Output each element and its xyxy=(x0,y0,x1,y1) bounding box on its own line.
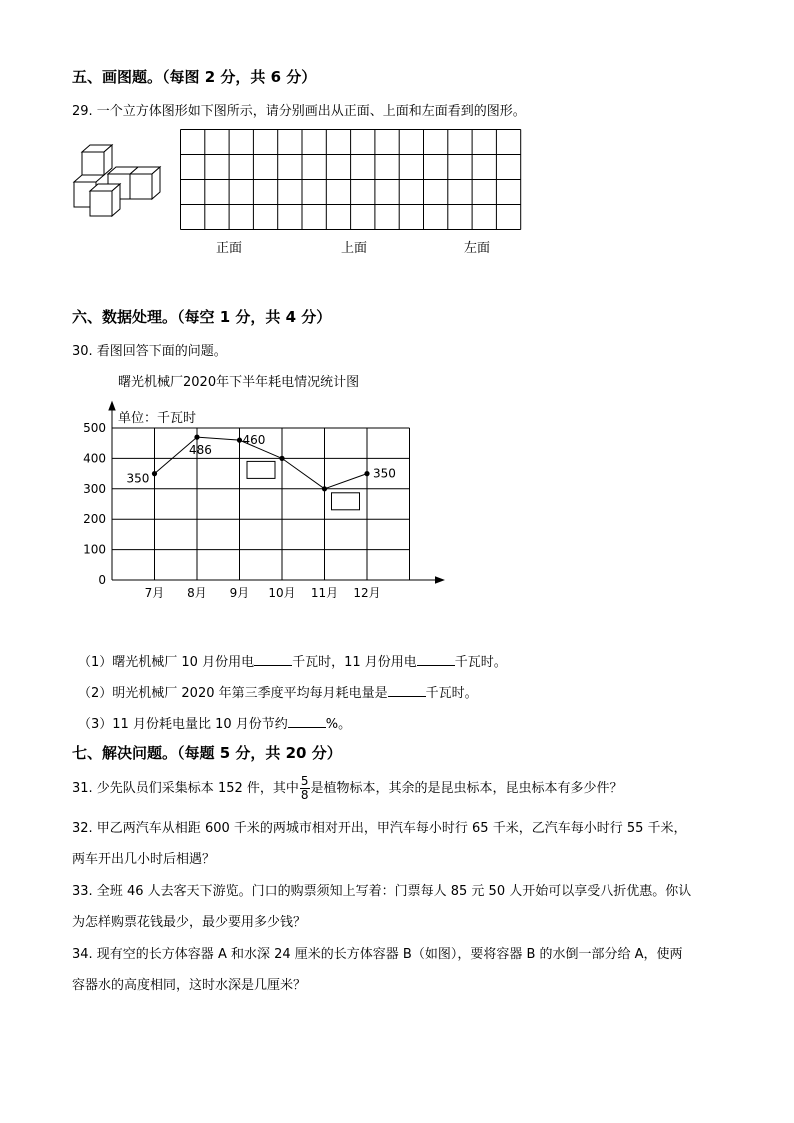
view-label-top: 上面 xyxy=(341,241,368,256)
chart-data-point xyxy=(152,471,157,476)
chart-unit-label: 单位：千瓦时 xyxy=(118,411,197,426)
question-34-line1: 34. 现有空的长方体容器 A 和水深 24 厘米的长方体容器 B（如图），要将容器 B 的水倒一部分给 A，使两 xyxy=(72,947,683,962)
question-31 xyxy=(72,772,623,806)
q30-sub1-text-a: （1）曙光机械厂 10 月份用电 xyxy=(78,655,255,670)
chart-x-tick-label: 7月 xyxy=(144,586,165,600)
chart-title: 曙光机械厂2020年下半年耗电情况统计图 xyxy=(118,375,360,390)
q30-sub1-text-b: 千瓦时，11 月份用电 xyxy=(292,655,417,670)
chart-data-point xyxy=(364,471,369,476)
power-consumption-chart xyxy=(70,368,460,604)
q31-text-a: 31. 少先队员们采集标本 152 件，其中 xyxy=(72,781,299,796)
chart-blank-box-oct xyxy=(247,461,275,478)
q30-sub2 xyxy=(78,682,478,701)
chart-x-tick-label: 10月 xyxy=(268,586,296,600)
q30-sub1 xyxy=(78,651,507,670)
section7-title: 七、解决问题。（每题 5 分，共 20 分） xyxy=(72,744,342,762)
question-32-line2: 两车开出几小时后相遇？ xyxy=(72,852,216,867)
answer-blank-q3-average[interactable] xyxy=(388,684,426,697)
question-33-line1: 33. 全班 46 人去客天下游览。门口的购票须知上写着：门票每人 85 元 50 人开始可以享受八折优惠。你认 xyxy=(72,884,692,899)
chart-data-label: 486 xyxy=(189,443,212,458)
section5-title: 五、画图题。（每图 2 分，共 6 分） xyxy=(72,68,317,86)
q30-sub3-text-b: %。 xyxy=(325,717,352,732)
chart-y-tick-label: 0 xyxy=(98,573,106,587)
chart-x-arrow xyxy=(436,577,444,583)
cube-figure xyxy=(70,140,170,222)
question-30: 30. 看图回答下面的问题。 xyxy=(72,344,227,359)
fraction-five-eighths xyxy=(300,775,310,802)
view-label-left: 左面 xyxy=(464,241,491,256)
question-34-line2: 容器水的高度相同，这时水深是几厘米？ xyxy=(72,978,307,993)
chart-data-point xyxy=(237,438,242,443)
q30-sub3-text-a: （3）11 月份耗电量比 10 月份节约 xyxy=(78,717,288,732)
chart-y-tick-label: 200 xyxy=(83,512,106,527)
chart-x-tick-label: 9月 xyxy=(229,586,250,600)
chart-data-label: 350 xyxy=(126,471,150,486)
chart-y-tick-label: 500 xyxy=(83,421,106,435)
chart-data-label: 350 xyxy=(373,466,396,481)
chart-x-tick-label: 11月 xyxy=(310,586,339,600)
answer-blank-oct[interactable] xyxy=(254,653,292,666)
drawing-grid xyxy=(180,129,525,235)
chart-data-label: 460 xyxy=(242,433,266,448)
chart-data-point xyxy=(279,456,284,461)
chart-blank-box-nov xyxy=(332,493,360,510)
q30-sub2-text-b: 千瓦时。 xyxy=(425,686,478,701)
q30-sub2-text-a: （2）明光机械厂 2020 年第三季度平均每月耗电量是 xyxy=(78,686,388,701)
section6-title: 六、数据处理。（每空 1 分，共 4 分） xyxy=(72,308,332,326)
chart-y-tick-label: 300 xyxy=(83,481,106,496)
chart-data-point xyxy=(194,435,199,440)
chart-y-arrow xyxy=(109,402,115,410)
chart-x-tick-label: 12月 xyxy=(353,586,381,600)
q31-text-b: 是植物标本，其余的是昆虫标本，昆虫标本有多少件？ xyxy=(310,781,623,796)
fraction-numerator: 5 xyxy=(300,774,309,788)
view-label-front: 正面 xyxy=(216,241,243,256)
answer-blank-percent[interactable] xyxy=(288,715,326,728)
answer-blank-nov[interactable] xyxy=(417,653,455,666)
question-33-line2: 为怎样购票花钱最少，最少要用多少钱？ xyxy=(72,915,307,930)
chart-x-tick-label: 8月 xyxy=(187,586,207,600)
q30-sub1-text-c: 千瓦时。 xyxy=(454,655,507,670)
chart-y-tick-label: 100 xyxy=(83,542,106,557)
question-32-line1: 32. 甲乙两汽车从相距 600 千米的两城市相对开出，甲汽车每小时行 65 千米，乙汽车每小时行 55 千米， xyxy=(72,821,687,836)
fraction-denominator: 8 xyxy=(300,788,309,802)
q30-sub3 xyxy=(78,713,351,732)
chart-y-tick-label: 400 xyxy=(83,451,106,466)
cube-front-face xyxy=(82,152,104,175)
question-29: 29. 一个立方体图形如下图所示，请分别画出从正面、上面和左面看到的图形。 xyxy=(72,104,526,119)
chart-data-point xyxy=(322,486,327,491)
